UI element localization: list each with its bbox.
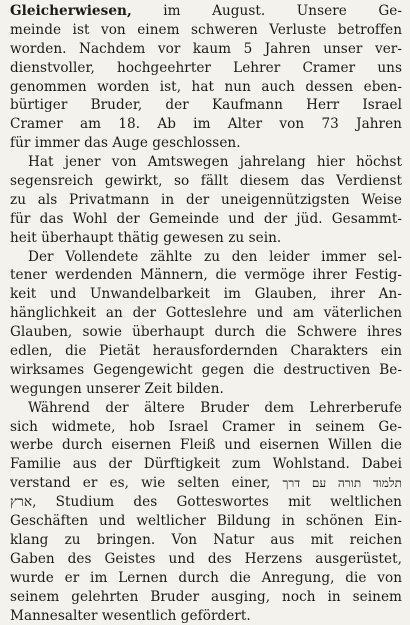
article-line-text: Während der ältere Bruder dem Lehrerberufe [28, 400, 402, 416]
article-line [10, 78, 402, 97]
article-line-text: Der Vollendete zählte zu den leider immer sel- [28, 249, 402, 265]
article-line-text: dienstvoller, hochgeehrter Lehrer Cramer uns [10, 60, 402, 76]
article-line-text: für immer das Auge geschlossen. [10, 135, 241, 151]
article-line [10, 210, 402, 229]
article-line [10, 229, 402, 248]
hebrew-phrase: תלמוד תורה עם דרך [282, 476, 402, 490]
article-line [10, 153, 402, 172]
article-line-text: hänglichkeit an der Gotteslehre und am väterlichen [10, 305, 402, 321]
article-line-text: worden. Nachdem vor kaum 5 Jahren unser ver- [10, 41, 402, 57]
article-line-text: Mannesalter wesentlich gefördert. [10, 608, 251, 624]
article-line-text: Geschäften und weltlicher Bildung in schönen Ein- [10, 513, 402, 529]
article-line [10, 248, 402, 267]
article-line [10, 493, 402, 512]
article-line [10, 399, 402, 418]
article-line-text: tener werdenden Männern, die vermöge ihrer Festig- [10, 267, 402, 283]
article-line-text: wegungen unserer Zeit bilden. [10, 381, 224, 397]
article-line [10, 40, 402, 59]
dateline-place: Gleicherwiesen, [10, 3, 132, 19]
article-line-text: im August. Unsere Ge- [132, 3, 402, 19]
article-line [10, 436, 402, 455]
article-line [10, 531, 402, 550]
article-line [10, 285, 402, 304]
article-line-text: klang zu bringen. Von Natur aus mit reichen [10, 532, 402, 548]
article-line-text: edlen, die Pietät herausfordernden Charakters ein [10, 343, 402, 359]
article-line-text: Gaben des Geistes und des Herzens ausgerüstet, [10, 551, 402, 567]
article-line-text: genommen worden ist, hat nun auch dessen eben- [10, 79, 402, 95]
article-line [10, 134, 402, 153]
article-line [10, 172, 402, 191]
article-line-text: keit und Unwandelbarkeit im Glauben, ihrer An- [10, 286, 402, 302]
article-line-text: zu als Privatmann in der uneigennützigsten Weise [10, 192, 402, 208]
article-line-text: für das Wohl der Gemeinde und der jüd. Gesammt- [10, 211, 402, 227]
article-line-text: heit überhaupt thätig gewesen zu sein. [10, 230, 281, 246]
article-line [10, 569, 402, 588]
article-line [10, 266, 402, 285]
article-line-text: werbe durch eisernen Fleiß und eisernen Willen die [10, 437, 402, 453]
article-line-text: Glauben, sowie überhaupt durch die Schwere ihres [10, 324, 402, 340]
article-line [10, 342, 402, 361]
article-line [10, 191, 402, 210]
article-body [10, 2, 402, 625]
article-line [10, 96, 402, 115]
article-line [10, 59, 402, 78]
article-line-text: Hat jener von Amtswegen jahrelang hier höchst [28, 154, 402, 170]
article-line [10, 323, 402, 342]
article-line-text: Cramer am 18. Ab im Alter von 73 Jahren [10, 116, 402, 132]
article-line [10, 2, 402, 21]
article-line [10, 607, 402, 625]
article-line [10, 418, 402, 437]
article-line [10, 550, 402, 569]
article-line [10, 455, 402, 474]
article-line [10, 21, 402, 40]
article-line-text: seinem gelehrten Bruder ausging, noch in seinem [10, 589, 402, 605]
article-line-text: Familie aus der Dürftigkeit zum Wohlstand. Dabei [10, 456, 402, 472]
article-line [10, 474, 402, 493]
article-line-text: verstand er es, wie selten einer, [10, 475, 282, 491]
article-line-text: meinde ist von einem schweren Verluste betroffen [10, 22, 402, 38]
article-line-text: wirksames Gegengewicht gegen die destructiven Be- [10, 362, 402, 378]
article-line-text: segensreich gewirkt, so fällt diesem das Verdienst [10, 173, 402, 189]
article-line [10, 361, 402, 380]
article-line [10, 380, 402, 399]
article-line-text: ארץ, Studium des Gotteswortes mit weltlichen [10, 494, 402, 510]
article-line-text: wurde er im Lernen durch die Anregung, die von [10, 570, 402, 586]
article-line [10, 115, 402, 134]
article-line [10, 512, 402, 531]
article-line-text: sich widmete, hob Israel Cramer in seinem Ge- [10, 419, 402, 435]
article-line [10, 304, 402, 323]
article-line-text: bürtiger Bruder, der Kaufmann Herr Israel [10, 97, 402, 113]
